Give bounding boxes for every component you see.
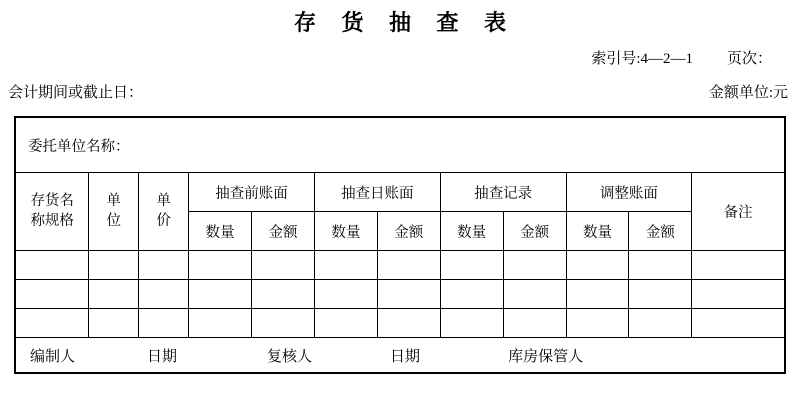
- reviewer-date-label: 日期: [390, 348, 421, 365]
- cell[interactable]: [566, 280, 629, 309]
- cell[interactable]: [440, 280, 503, 309]
- header-sub-qty-3: 数量: [440, 212, 503, 251]
- warehouse-keeper-label: 库房保管人: [508, 348, 584, 365]
- header-sub-amt-2: 金额: [377, 212, 440, 251]
- cell[interactable]: [629, 251, 692, 280]
- client-row: [16, 118, 784, 173]
- cell[interactable]: [692, 251, 784, 280]
- preparer-date-label: 日期: [147, 348, 178, 365]
- cell[interactable]: [314, 251, 377, 280]
- cell[interactable]: [189, 309, 252, 338]
- header-sub-qty-4: 数量: [566, 212, 629, 251]
- header-sub-amt-4: 金额: [629, 212, 692, 251]
- cell[interactable]: [89, 309, 139, 338]
- cell[interactable]: [314, 280, 377, 309]
- cell[interactable]: [139, 251, 189, 280]
- amount-unit-label: 金额单位:元: [708, 85, 788, 101]
- cell[interactable]: [89, 251, 139, 280]
- cell[interactable]: [252, 251, 315, 280]
- cell[interactable]: [89, 280, 139, 309]
- cell[interactable]: [566, 309, 629, 338]
- table-row: [16, 251, 784, 280]
- cell[interactable]: [377, 251, 440, 280]
- header-sub-amt-1: 金额: [252, 212, 315, 251]
- period-row: [0, 81, 800, 102]
- cell[interactable]: [377, 309, 440, 338]
- header-sub-qty-2: 数量: [314, 212, 377, 251]
- cell[interactable]: [440, 309, 503, 338]
- cell[interactable]: [16, 309, 89, 338]
- cell[interactable]: [692, 280, 784, 309]
- main-table-wrapper: [14, 116, 786, 374]
- header-sub-amt-3: 金额: [503, 212, 566, 251]
- cell[interactable]: [629, 280, 692, 309]
- header-sub-qty-1: 数量: [189, 212, 252, 251]
- header-group-adjusted: 调整账面: [566, 173, 692, 212]
- cell[interactable]: [314, 309, 377, 338]
- cell[interactable]: [139, 280, 189, 309]
- header-group-before: 抽查前账面: [189, 173, 315, 212]
- cell[interactable]: [692, 309, 784, 338]
- header-name-spec: 存货名 称规格: [16, 173, 89, 251]
- cell[interactable]: [503, 251, 566, 280]
- cell[interactable]: [189, 251, 252, 280]
- cell[interactable]: [252, 280, 315, 309]
- header-remark: 备注: [692, 173, 784, 251]
- cell[interactable]: [189, 280, 252, 309]
- signature-row: [16, 338, 784, 373]
- page-title: 存 货 抽 查 表: [293, 10, 516, 35]
- reviewer-label: 复核人: [267, 348, 313, 365]
- signature-line: [16, 338, 784, 372]
- table-row: [16, 309, 784, 338]
- cell[interactable]: [629, 309, 692, 338]
- main-table: [16, 118, 784, 372]
- header-group-onday: 抽查日账面: [314, 173, 440, 212]
- cell[interactable]: [503, 309, 566, 338]
- cell[interactable]: [16, 251, 89, 280]
- table-row: [16, 280, 784, 309]
- header-group-record: 抽查记录: [440, 173, 566, 212]
- client-name-field[interactable]: [16, 118, 784, 173]
- client-name-label: 委托单位名称：: [28, 138, 130, 155]
- cell[interactable]: [139, 309, 189, 338]
- header-group-row: [16, 173, 784, 212]
- cell[interactable]: [440, 251, 503, 280]
- index-row: [0, 47, 800, 68]
- index-number: 索引号:4—2—1: [591, 51, 693, 67]
- header-unit: 单 位: [89, 173, 139, 251]
- page-number-label: 页次：: [726, 51, 772, 67]
- cell[interactable]: [377, 280, 440, 309]
- accounting-period-label: 会计期间或截止日：: [8, 85, 144, 101]
- cell[interactable]: [16, 280, 89, 309]
- cell[interactable]: [566, 251, 629, 280]
- cell[interactable]: [252, 309, 315, 338]
- cell[interactable]: [503, 280, 566, 309]
- header-price: 单 价: [139, 173, 189, 251]
- preparer-label: 编制人: [30, 348, 76, 365]
